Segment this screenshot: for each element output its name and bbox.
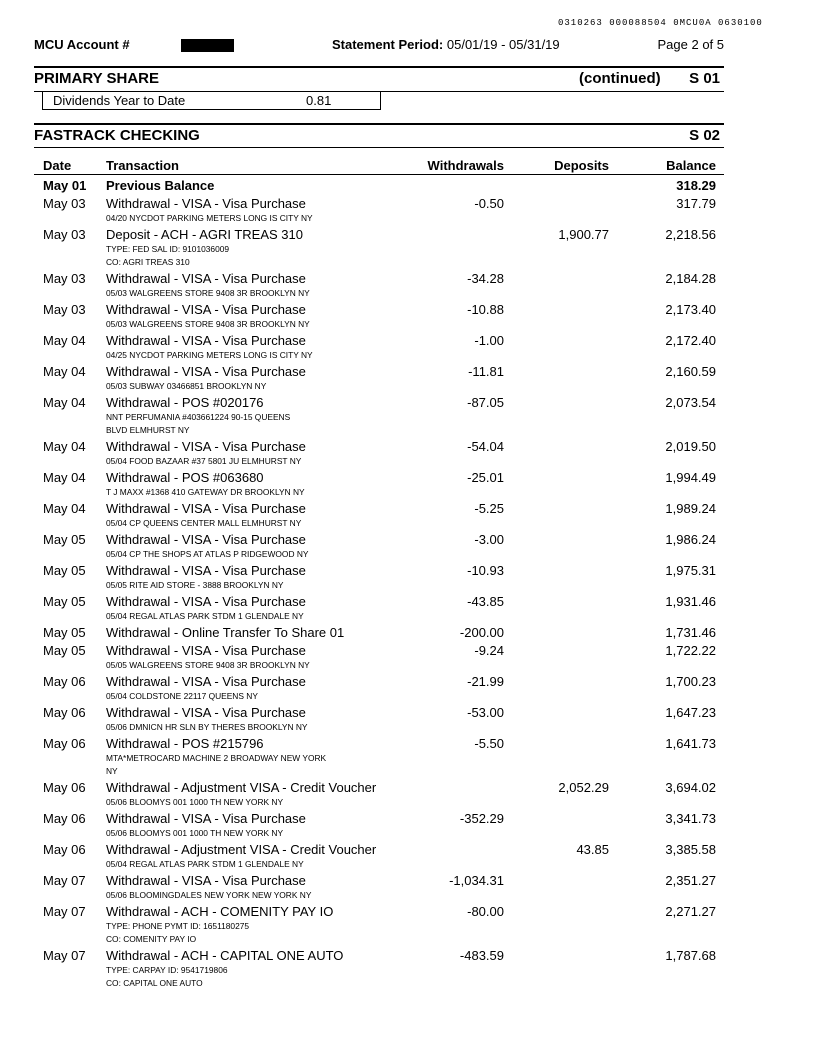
- transaction-memo: BLVD ELMHURST NY: [106, 425, 190, 435]
- table-row: [34, 270, 724, 301]
- col-header-transaction: Transaction: [106, 158, 179, 173]
- transaction-balance: 2,184.28: [665, 271, 716, 286]
- table-row: [34, 841, 724, 872]
- transaction-memo: 05/04 CP QUEENS CENTER MALL ELMHURST NY: [106, 518, 302, 528]
- transaction-balance: 3,341.73: [665, 811, 716, 826]
- dividends-ytd-box: [42, 91, 381, 110]
- transaction-withdrawal: -21.99: [467, 674, 504, 689]
- transaction-date: May 05: [43, 532, 86, 547]
- column-header-rule: [34, 174, 724, 175]
- transaction-date: May 03: [43, 196, 86, 211]
- transaction-description: Withdrawal - POS #063680: [106, 470, 264, 485]
- transaction-balance: 318.29: [676, 178, 716, 193]
- transaction-description: Withdrawal - VISA - Visa Purchase: [106, 501, 306, 516]
- transaction-date: May 06: [43, 780, 86, 795]
- transaction-memo: TYPE: FED SAL ID: 9101036009: [106, 244, 230, 254]
- transaction-deposit: 43.85: [576, 842, 609, 857]
- transaction-line: [34, 947, 724, 965]
- transaction-balance: 3,694.02: [665, 780, 716, 795]
- transaction-line: [34, 872, 724, 890]
- transaction-description: Withdrawal - VISA - Visa Purchase: [106, 811, 306, 826]
- transaction-date: May 06: [43, 674, 86, 689]
- transaction-line: [34, 500, 724, 518]
- transaction-balance: 2,019.50: [665, 439, 716, 454]
- transaction-memo: 05/06 BLOOMINGDALES NEW YORK NEW YORK NY: [106, 890, 312, 900]
- transaction-withdrawal: -34.28: [467, 271, 504, 286]
- statement-period-label: Statement Period:: [332, 37, 444, 52]
- transaction-line: [34, 903, 724, 921]
- transaction-memo: NNT PERFUMANIA #403661224 90-15 QUEENS: [106, 412, 291, 422]
- transaction-memo: TYPE: CARPAY ID: 9541719806: [106, 965, 228, 975]
- transaction-line: [34, 469, 724, 487]
- transaction-line: [34, 624, 724, 642]
- table-row: [34, 624, 724, 642]
- primary-share-continued: (continued): [579, 70, 661, 87]
- table-row: [34, 779, 724, 810]
- transaction-date: May 04: [43, 395, 86, 410]
- transaction-balance: 1,647.23: [665, 705, 716, 720]
- transaction-balance: 2,173.40: [665, 302, 716, 317]
- transaction-balance: 2,218.56: [665, 227, 716, 242]
- transaction-date: May 03: [43, 302, 86, 317]
- transaction-withdrawal: -1.00: [474, 333, 504, 348]
- transaction-balance: 1,787.68: [665, 948, 716, 963]
- table-row: [34, 947, 724, 991]
- table-row: [34, 195, 724, 226]
- transaction-balance: 1,931.46: [665, 594, 716, 609]
- transaction-balance: 2,271.27: [665, 904, 716, 919]
- transaction-withdrawal: -54.04: [467, 439, 504, 454]
- transaction-deposit: 2,052.29: [558, 780, 609, 795]
- transaction-withdrawal: -1,034.31: [449, 873, 504, 888]
- transaction-description: Withdrawal - ACH - COMENITY PAY IO: [106, 904, 334, 919]
- dividends-ytd-value: 0.81: [306, 93, 332, 108]
- transaction-memo: CO: AGRI TREAS 310: [106, 257, 190, 267]
- transaction-date: May 03: [43, 271, 86, 286]
- col-header-date: Date: [43, 158, 72, 173]
- table-row: [34, 704, 724, 735]
- table-row: [34, 642, 724, 673]
- transaction-withdrawal: -11.81: [468, 364, 504, 379]
- checking-title: FASTRACK CHECKING: [34, 127, 200, 144]
- transaction-line: [34, 332, 724, 350]
- transaction-line: [34, 301, 724, 319]
- transaction-balance: 317.79: [676, 196, 716, 211]
- transaction-description: Withdrawal - VISA - Visa Purchase: [106, 705, 306, 720]
- transaction-memo: 05/04 FOOD BAZAAR #37 5801 JU ELMHURST NY: [106, 456, 302, 466]
- transaction-withdrawal: -80.00: [467, 904, 504, 919]
- transaction-description: Withdrawal - VISA - Visa Purchase: [106, 643, 306, 658]
- transaction-memo: 05/04 REGAL ATLAS PARK STDM 1 GLENDALE NY: [106, 611, 304, 621]
- transaction-date: May 06: [43, 842, 86, 857]
- transaction-description: Withdrawal - Adjustment VISA - Credit Voucher: [106, 842, 377, 857]
- transaction-date: May 04: [43, 470, 86, 485]
- transaction-memo: 05/04 REGAL ATLAS PARK STDM 1 GLENDALE NY: [106, 859, 304, 869]
- table-row: [34, 332, 724, 363]
- transaction-description: Previous Balance: [106, 178, 215, 193]
- transaction-line: [34, 673, 724, 691]
- transaction-withdrawal: -200.00: [459, 625, 504, 640]
- dividends-ytd-label: Dividends Year to Date: [53, 93, 186, 108]
- transaction-withdrawal: -352.29: [459, 811, 504, 826]
- account-number-redaction: [181, 39, 234, 52]
- transaction-withdrawal: -10.93: [467, 563, 504, 578]
- transaction-description: Withdrawal - VISA - Visa Purchase: [106, 594, 306, 609]
- transaction-balance: 3,385.58: [665, 842, 716, 857]
- transaction-memo: 05/03 SUBWAY 03466851 BROOKLYN NY: [106, 381, 267, 391]
- checking-code: S 02: [689, 127, 720, 144]
- transaction-date: May 05: [43, 563, 86, 578]
- table-row: [34, 872, 724, 903]
- table-row: [34, 226, 724, 270]
- transaction-date: May 04: [43, 501, 86, 516]
- transaction-memo: CO: CAPITAL ONE AUTO: [106, 978, 203, 988]
- transaction-description: Withdrawal - VISA - Visa Purchase: [106, 439, 306, 454]
- transaction-line: [34, 779, 724, 797]
- transaction-withdrawal: -43.85: [467, 594, 504, 609]
- transaction-withdrawal: -53.00: [467, 705, 504, 720]
- transaction-date: May 05: [43, 625, 86, 640]
- transaction-description: Withdrawal - VISA - Visa Purchase: [106, 271, 306, 286]
- statement-period: [332, 37, 560, 52]
- transaction-date: May 04: [43, 439, 86, 454]
- table-row: [34, 469, 724, 500]
- transaction-description: Withdrawal - Online Transfer To Share 01: [106, 625, 345, 640]
- transaction-balance: 2,073.54: [665, 395, 716, 410]
- transaction-date: May 07: [43, 948, 86, 963]
- transaction-memo: 05/05 WALGREENS STORE 9408 3R BROOKLYN NY: [106, 660, 310, 670]
- transaction-withdrawal: -87.05: [467, 395, 504, 410]
- transaction-balance: 2,160.59: [665, 364, 716, 379]
- transaction-line: [34, 177, 724, 195]
- transaction-balance: 1,975.31: [665, 563, 716, 578]
- transaction-balance: 1,700.23: [665, 674, 716, 689]
- transaction-balance: 2,172.40: [665, 333, 716, 348]
- transaction-line: [34, 270, 724, 288]
- table-row: [34, 735, 724, 779]
- transaction-withdrawal: -9.24: [474, 643, 504, 658]
- transaction-memo: 05/06 DMNICN HR SLN BY THERES BROOKLYN NY: [106, 722, 308, 732]
- transaction-withdrawal: -5.25: [474, 501, 504, 516]
- transaction-description: Withdrawal - ACH - CAPITAL ONE AUTO: [106, 948, 344, 963]
- account-label: MCU Account #: [34, 37, 130, 52]
- transaction-line: [34, 810, 724, 828]
- transaction-description: Withdrawal - VISA - Visa Purchase: [106, 532, 306, 547]
- transaction-description: Withdrawal - VISA - Visa Purchase: [106, 873, 306, 888]
- ocr-scan-line: 0310263 000088504 0MCU0A 0630100: [558, 18, 763, 28]
- transaction-balance: 1,994.49: [665, 470, 716, 485]
- table-row: [34, 673, 724, 704]
- transaction-withdrawal: -0.50: [474, 196, 504, 211]
- table-row: [34, 177, 724, 195]
- transaction-date: May 01: [43, 178, 87, 193]
- section-rule: [34, 66, 724, 68]
- transaction-balance: 2,351.27: [665, 873, 716, 888]
- table-row: [34, 500, 724, 531]
- transaction-date: May 03: [43, 227, 86, 242]
- transaction-withdrawal: -25.01: [467, 470, 504, 485]
- table-row: [34, 438, 724, 469]
- table-row: [34, 593, 724, 624]
- transaction-description: Withdrawal - VISA - Visa Purchase: [106, 333, 306, 348]
- transaction-date: May 05: [43, 594, 86, 609]
- transaction-memo: TYPE: PHONE PYMT ID: 1651180275: [106, 921, 250, 931]
- transaction-date: May 04: [43, 364, 86, 379]
- transaction-date: May 06: [43, 736, 86, 751]
- transaction-line: [34, 438, 724, 456]
- transaction-line: [34, 394, 724, 412]
- transaction-memo: 05/03 WALGREENS STORE 9408 3R BROOKLYN NY: [106, 319, 310, 329]
- transaction-list: [34, 177, 724, 991]
- transaction-memo: 05/04 CP THE SHOPS AT ATLAS P RIDGEWOOD NY: [106, 549, 309, 559]
- statement-period-value: 05/01/19 - 05/31/19: [446, 37, 560, 52]
- section-underline: [34, 147, 724, 148]
- table-row: [34, 301, 724, 332]
- transaction-description: Withdrawal - VISA - Visa Purchase: [106, 196, 306, 211]
- transaction-description: Withdrawal - Adjustment VISA - Credit Voucher: [106, 780, 377, 795]
- transaction-balance: 1,986.24: [665, 532, 716, 547]
- transaction-description: Withdrawal - VISA - Visa Purchase: [106, 674, 306, 689]
- transaction-withdrawal: -483.59: [459, 948, 504, 963]
- transaction-withdrawal: -5.50: [474, 736, 504, 751]
- col-header-balance: Balance: [666, 158, 716, 173]
- transaction-line: [34, 642, 724, 660]
- table-row: [34, 531, 724, 562]
- table-row: [34, 562, 724, 593]
- transaction-balance: 1,731.46: [665, 625, 716, 640]
- table-row: [34, 903, 724, 947]
- transaction-line: [34, 363, 724, 381]
- transaction-line: [34, 841, 724, 859]
- transaction-line: [34, 226, 724, 244]
- transaction-line: [34, 593, 724, 611]
- transaction-memo: 05/06 BLOOMYS 001 1000 TH NEW YORK NY: [106, 828, 284, 838]
- transaction-line: [34, 562, 724, 580]
- transaction-description: Withdrawal - VISA - Visa Purchase: [106, 364, 306, 379]
- col-header-deposits: Deposits: [554, 158, 609, 173]
- col-header-withdrawals: Withdrawals: [427, 158, 504, 173]
- statement-header: [34, 37, 724, 53]
- section-rule: [34, 123, 724, 125]
- transaction-balance: 1,722.22: [665, 643, 716, 658]
- transaction-line: [34, 704, 724, 722]
- transaction-line: [34, 195, 724, 213]
- transaction-date: May 04: [43, 333, 86, 348]
- transaction-memo: NY: [106, 766, 118, 776]
- transaction-description: Withdrawal - VISA - Visa Purchase: [106, 302, 306, 317]
- transaction-withdrawal: -3.00: [474, 532, 504, 547]
- transaction-memo: MTA*METROCARD MACHINE 2 BROADWAY NEW YORK: [106, 753, 327, 763]
- transaction-deposit: 1,900.77: [558, 227, 609, 242]
- page-number: Page 2 of 5: [657, 37, 724, 52]
- transaction-description: Withdrawal - POS #020176: [106, 395, 264, 410]
- primary-share-code: S 01: [689, 70, 720, 87]
- transaction-memo: T J MAXX #1368 410 GATEWAY DR BROOKLYN NY: [106, 487, 305, 497]
- table-row: [34, 394, 724, 438]
- transaction-memo: 04/25 NYCDOT PARKING METERS LONG IS CITY NY: [106, 350, 313, 360]
- transaction-date: May 07: [43, 873, 86, 888]
- transaction-withdrawal: -10.88: [467, 302, 504, 317]
- transaction-memo: 05/04 COLDSTONE 22117 QUEENS NY: [106, 691, 258, 701]
- transaction-date: May 05: [43, 643, 86, 658]
- transaction-memo: CO: COMENITY PAY IO: [106, 934, 197, 944]
- table-row: [34, 810, 724, 841]
- transaction-date: May 07: [43, 904, 86, 919]
- table-row: [34, 363, 724, 394]
- transaction-memo: 05/03 WALGREENS STORE 9408 3R BROOKLYN NY: [106, 288, 310, 298]
- transaction-balance: 1,989.24: [665, 501, 716, 516]
- transaction-line: [34, 735, 724, 753]
- transaction-date: May 06: [43, 811, 86, 826]
- transaction-description: Deposit - ACH - AGRI TREAS 310: [106, 227, 303, 242]
- transaction-description: Withdrawal - POS #215796: [106, 736, 264, 751]
- transaction-memo: 05/05 RITE AID STORE - 3888 BROOKLYN NY: [106, 580, 284, 590]
- transaction-line: [34, 531, 724, 549]
- transaction-memo: 05/06 BLOOMYS 001 1000 TH NEW YORK NY: [106, 797, 284, 807]
- transaction-description: Withdrawal - VISA - Visa Purchase: [106, 563, 306, 578]
- transaction-memo: 04/20 NYCDOT PARKING METERS LONG IS CITY NY: [106, 213, 313, 223]
- transaction-date: May 06: [43, 705, 86, 720]
- primary-share-title: PRIMARY SHARE: [34, 70, 160, 87]
- transaction-balance: 1,641.73: [665, 736, 716, 751]
